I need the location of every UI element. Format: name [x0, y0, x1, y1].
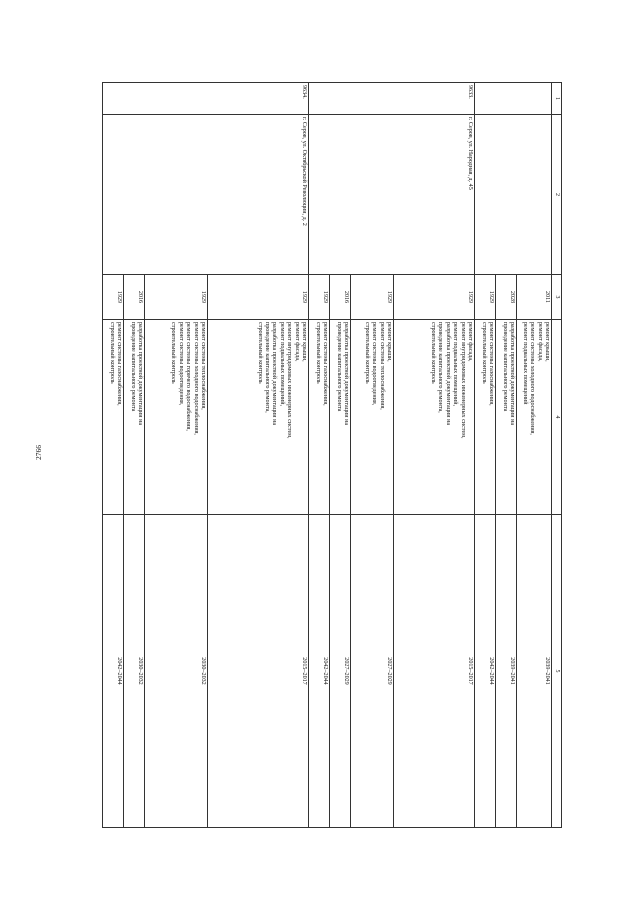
header-cell: 3: [552, 275, 562, 320]
header-cell: 1: [552, 83, 562, 115]
work-line: разработка проектной документации на: [271, 322, 278, 426]
work-line: ремонт системы водоотведения,: [177, 322, 184, 406]
header-cell: 5: [552, 515, 562, 828]
works-cell: [496, 320, 517, 515]
work-line: ремонт системы водоотведения,: [371, 322, 378, 406]
work-line: проведение капитального ремонта,: [437, 322, 444, 413]
work-line: ремонт системы холодного водоснабжения,: [529, 322, 536, 435]
work-line: строительный контроль: [256, 322, 263, 384]
building-address-cell: [475, 115, 552, 275]
work-line: разработка проектной документации на: [137, 322, 143, 426]
rotated-content: [82, 82, 562, 827]
work-line: проведение капитального ремонта: [335, 322, 342, 412]
work-line: разработка проектной документации на: [444, 322, 451, 426]
work-line: ремонт системы газоснабжения,: [116, 322, 122, 406]
period-cell: 2039–2041: [517, 515, 552, 828]
works-cell: [394, 320, 475, 515]
year-cell: 1929: [145, 275, 208, 320]
table-body: [103, 83, 552, 828]
works-cell: [351, 320, 394, 515]
building-number-cell: 9634.: [103, 83, 309, 115]
header-row: [552, 83, 562, 828]
work-line: ремонт внутридомовых инженерных систем,: [459, 322, 466, 439]
building-address-cell: г. Серов, ул. Народная, д. 45: [309, 115, 475, 275]
work-line: ремонт фасада,: [536, 322, 543, 362]
work-line: строительный контроль: [480, 322, 487, 384]
period-cell: 2027–2029: [351, 515, 394, 828]
period-cell: 2027–2029: [330, 515, 351, 828]
works-cell: [517, 320, 552, 515]
year-cell: 1929: [394, 275, 475, 320]
repair-schedule-table: [102, 82, 562, 828]
period-cell: 2015–2017: [208, 515, 309, 828]
year-cell: 2016: [124, 275, 145, 320]
work-line: ремонт фасада,: [467, 322, 473, 362]
year-cell: 2028: [496, 275, 517, 320]
year-cell: 1929: [103, 275, 124, 320]
work-line: строительный контроль: [314, 322, 321, 384]
work-line: ремонт фасада,: [293, 322, 300, 362]
work-line: проведение капитального ремонта: [501, 322, 508, 412]
work-line: ремонт системы теплоснабжения,: [200, 322, 206, 410]
header-cell: 2: [552, 115, 562, 275]
building-address-cell: г. Серов, ул. Октябрьской Революции, д. 2: [103, 115, 309, 275]
table-row: [208, 83, 309, 828]
works-cell: [309, 320, 330, 515]
period-cell: 2015–2017: [394, 515, 475, 828]
work-line: ремонт системы газоснабжения,: [488, 322, 494, 406]
building-number-cell: [475, 83, 552, 115]
work-line: разработка проектной документации на: [509, 322, 515, 426]
works-cell: [475, 320, 496, 515]
work-line: проведение капитального ремонта: [129, 322, 136, 412]
rotated-page: [82, 82, 562, 827]
work-line: ремонт внутридомовых инженерных систем,: [286, 322, 293, 439]
work-line: строительный контроль: [108, 322, 115, 384]
period-cell: 2042–2044: [309, 515, 330, 828]
table-row: [517, 83, 552, 828]
work-line: ремонт подвальных помещений,: [278, 322, 285, 407]
works-cell: [208, 320, 309, 515]
work-line: ремонт системы газоснабжения,: [322, 322, 328, 406]
works-cell: [103, 320, 124, 515]
page-number: 2766: [33, 445, 43, 460]
work-line: ремонт системы горячего водоснабжения,: [185, 322, 192, 431]
work-line: проведение капитального ремонта,: [263, 322, 270, 413]
works-cell: [145, 320, 208, 515]
period-cell: 2042–2044: [103, 515, 124, 828]
page-number-area: [0, 0, 76, 905]
work-line: строительный контроль: [170, 322, 177, 384]
table-row: [394, 83, 475, 828]
year-cell: 2011: [517, 275, 552, 320]
period-cell: 2039–2041: [496, 515, 517, 828]
building-number-cell: 9633.: [309, 83, 475, 115]
work-line: разработка проектной документации на: [343, 322, 349, 426]
work-line: ремонт системы теплоснабжения,: [378, 322, 385, 410]
work-line: ремонт крыши,: [544, 322, 550, 362]
work-line: ремонт подвальных помещений,: [452, 322, 459, 407]
header-cell: 4: [552, 320, 562, 515]
year-cell: 1929: [309, 275, 330, 320]
work-line: строительный контроль: [363, 322, 370, 384]
work-line: строительный контроль: [429, 322, 436, 384]
work-line: ремонт крыши,: [301, 322, 307, 362]
work-line: ремонт системы холодного водоснабжения,: [192, 322, 199, 435]
work-line: ремонт подвальных помещений: [521, 322, 528, 405]
works-cell: [124, 320, 145, 515]
period-cell: 2042–2044: [475, 515, 496, 828]
year-cell: 1929: [351, 275, 394, 320]
year-cell: 1929: [475, 275, 496, 320]
year-cell: 2016: [330, 275, 351, 320]
work-line: ремонт крыши,: [386, 322, 392, 362]
period-cell: 2030–2032: [124, 515, 145, 828]
year-cell: 1929: [208, 275, 309, 320]
period-cell: 2030–2032: [145, 515, 208, 828]
works-cell: [330, 320, 351, 515]
